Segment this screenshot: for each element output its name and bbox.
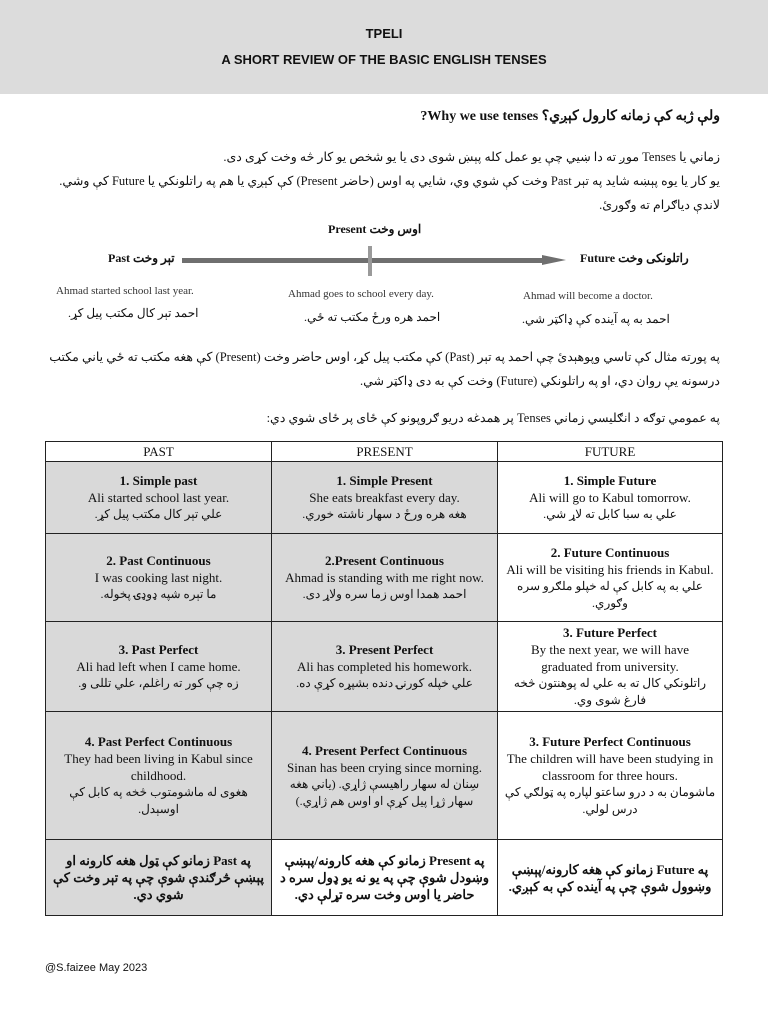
cell-present-continuous	[272, 534, 498, 622]
cell-simple-present	[272, 462, 498, 534]
cell-example: The children will have been studying in classroom for three hours.	[506, 751, 714, 783]
timeline-present-marker	[368, 246, 372, 276]
cell-example: Ali had left when I came home.	[76, 659, 241, 674]
intro-paragraph-1: زماني یا Tenses موږ ته دا ښيي چې یو عمل کله پېښ شوی دی یا یو شخص یو کار څه وخت کړی دی.	[223, 150, 720, 164]
summary-past: په Past زمانو کې ټول هغه کارونه او پېښې څرګندې شوې چې په تېر وخت کې شوي دي.	[46, 840, 272, 916]
cell-title: 1. Simple past	[119, 473, 198, 488]
tenses-table	[45, 441, 723, 916]
timeline-diagram	[0, 218, 768, 338]
cell-translation: سِنان له سهار راهیسې ژاړي. (یاني هغه سهار ژړا پیل کړې او اوس هم ژاړي.)	[289, 776, 480, 808]
cell-future-continuous	[498, 534, 723, 622]
footer-credit: @S.faizee May 2023	[45, 962, 148, 974]
cell-translation: علي تېر کال مکتب پیل کړ.	[94, 507, 223, 521]
cell-translation: ماشومان به د درو ساعتو لپاره په ټولګي کې درس لولي.	[504, 785, 716, 816]
cell-example: By the next year, we will have graduated from university.	[531, 642, 689, 674]
cell-title: 3. Present Perfect	[335, 642, 434, 657]
table-row	[46, 622, 723, 712]
cell-present-perfect-continuous	[272, 712, 498, 840]
column-header-present: PRESENT	[272, 442, 498, 462]
table-row	[46, 534, 723, 622]
cell-title: 4. Past Perfect Continuous	[84, 734, 233, 749]
cell-example: Sinan has been crying since morning.	[287, 759, 482, 775]
cell-example: They had been living in Kabul since childhood.	[64, 751, 253, 783]
cell-simple-future	[498, 462, 723, 534]
cell-past-perfect-continuous	[46, 712, 272, 840]
org-name: TPELI	[365, 26, 403, 41]
table-header-row	[46, 442, 723, 462]
timeline-future-label: راتلونکی وخت Future	[580, 251, 689, 265]
cell-past-perfect	[46, 622, 272, 712]
cell-example: Ali has completed his homework.	[296, 659, 473, 674]
section-heading: ولې ژبه کې زمانه کارول کېږي؟ Why we use tenses?	[420, 109, 720, 124]
timeline-present-example-pashto: احمد هره ورځ مکتب ته ځي.	[304, 310, 441, 324]
timeline-past-example-pashto: احمد تېر کال مکتب پیل کړ.	[68, 306, 199, 320]
cell-title: 3. Past Perfect	[118, 642, 199, 657]
timeline-past-label: تېر وخت Past	[108, 251, 175, 265]
cell-present-perfect	[272, 622, 498, 712]
table-row	[46, 712, 723, 840]
cell-title: 2.Present Continuous	[325, 553, 444, 568]
table-summary-row	[46, 840, 723, 916]
cell-title: 1. Simple Future	[563, 473, 657, 488]
cell-title: 2. Past Continuous	[106, 553, 211, 568]
cell-future-perfect-continuous	[498, 712, 723, 840]
cell-translation: علي به په کابل کې له خپلو ملګرو سره وګوري.	[517, 578, 703, 610]
cell-title: 1. Simple Present	[336, 473, 433, 488]
cell-title: 3. Future Perfect Continuous	[529, 734, 691, 749]
column-header-past: PAST	[46, 442, 272, 462]
cell-title: 2. Future Continuous	[550, 544, 670, 560]
cell-simple-past	[46, 462, 272, 534]
cell-future-perfect	[498, 622, 723, 712]
explanation-paragraph-1: په پورته مثال کې تاسي وپوهېدئ چې احمد په تېر (Past) کې مکتب پیل کړ، اوس حاضر وخت (Present) کې هغه مکتب ته ځي یاني مکتب درسونه یې روان دي، او په راتلونکي (Future) وخت کې به دی ډاکټر شي.	[49, 350, 720, 388]
summary-present: په Present زمانو کې هغه کارونه/پېښې وښودل شوې چې په یو نه یو ډول سره د حاضر یا اوس وخت سره تړلې دي.	[272, 840, 498, 916]
cell-translation: هغه هره ورځ د سهار ناشته خوري.	[302, 507, 467, 521]
intro-paragraph-2: یو کار یا یوه پېښه شاید په تېر Past وخت کې شوي وي، شایي په اوس (حاضر Present) کې کېږي یا هم په راتلونکي یا Future کې وشي. لاندې دیاګرام ته وګورئ.	[59, 174, 720, 212]
cell-translation: زه چې کور ته راغلم، علي تللی و.	[78, 676, 239, 690]
explanation-paragraph-2: په عمومي توګه د انګلیسي زماني Tenses پر همدغه دریو ګروپونو کې ځای پر ځای شوي دي:	[266, 411, 720, 425]
cell-title: 4. Present Perfect Continuous	[301, 742, 468, 758]
cell-example: Ahmad is standing with me right now.	[285, 570, 484, 585]
timeline-present-label: اوس وخت Present	[328, 222, 422, 236]
cell-example: Ali started school last year.	[87, 490, 230, 505]
timeline-future-example: Ahmad will become a doctor.	[523, 290, 653, 302]
summary-future: په Future زمانو کې هغه کارونه/پېښې وښوول شوې چې په آینده کې به کېږي.	[498, 840, 723, 916]
cell-translation: احمد همدا اوس زما سره ولاړ دی.	[302, 587, 467, 601]
timeline-past-example: Ahmad started school last year.	[56, 285, 194, 297]
document-title: A SHORT REVIEW OF THE BASIC ENGLISH TENSES	[221, 52, 547, 67]
cell-translation: هغوی له ماشومتوب څخه په کابل کې اوسېدل.	[69, 785, 248, 816]
cell-example: She eats breakfast every day.	[309, 490, 460, 505]
cell-translation: علي به سبا کابل ته لاړ شي.	[543, 507, 677, 521]
timeline-future-example-pashto: احمد به په آینده کې ډاکټر شي.	[522, 312, 670, 326]
cell-past-continuous	[46, 534, 272, 622]
cell-translation: ما تېره شپه ډوډۍ پخوله.	[100, 587, 217, 601]
cell-example: I was cooking last night.	[94, 570, 223, 585]
cell-example: Ali will be visiting his friends in Kabul.	[506, 561, 714, 577]
cell-title: 3. Future Perfect	[563, 625, 657, 640]
cell-translation: راتلونکي کال ته به علي له پوهنتون څخه فارغ شوی وي.	[513, 676, 707, 707]
cell-translation: علي خپله کورنۍ دنده بشپړه کړې ده.	[296, 676, 473, 690]
table-row	[46, 462, 723, 534]
timeline-present-example: Ahmad goes to school every day.	[288, 288, 434, 300]
page-header	[0, 0, 768, 94]
timeline-line	[182, 258, 542, 263]
cell-example: Ali will go to Kabul tomorrow.	[529, 490, 691, 505]
arrow-right-icon	[542, 255, 566, 265]
column-header-future: FUTURE	[498, 442, 723, 462]
